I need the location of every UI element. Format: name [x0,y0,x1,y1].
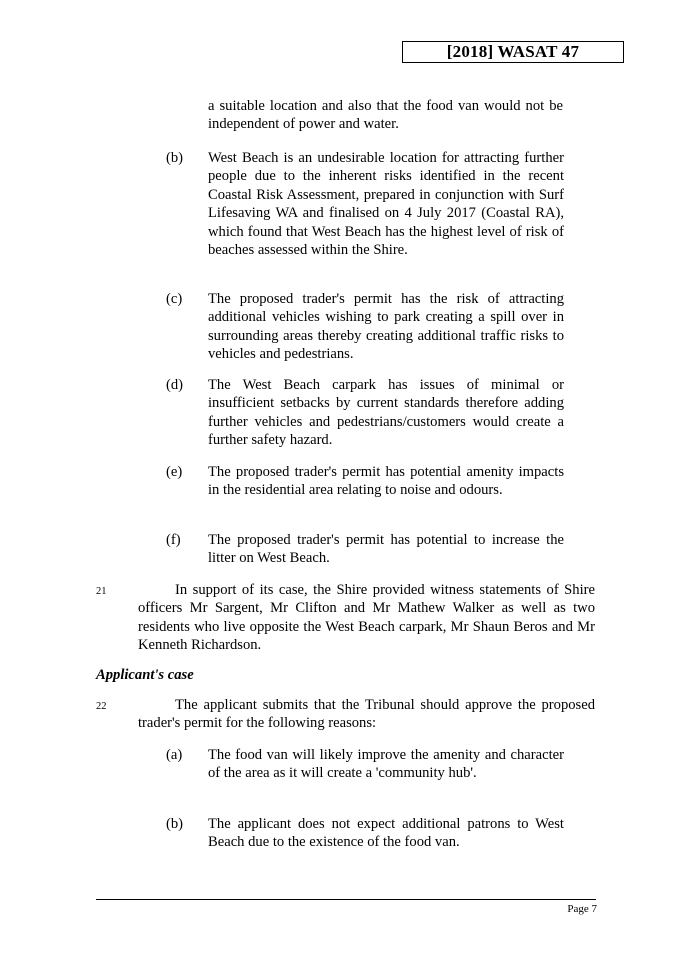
footer-divider [96,899,596,900]
list-item-text: The applicant does not expect additional patrons to West Beach due to the existence of the food van. [208,816,564,851]
list-item-label: (e) [166,464,183,480]
paragraph-text: The applicant submits that the Tribunal should approve the proposed trader's permit for the following reasons: [138,697,595,732]
case-citation: [2018] WASAT 47 [402,41,624,63]
section-heading: Applicant's case [96,667,194,683]
paragraph-text: In support of its case, the Shire provided witness statements of Shire officers Mr Sargent, Mr Clifton and Mr Mathew Walker as well as two residents who live opposite the West Beach carpark, Mr Shaun Beros and Mr Kenneth Richardson. [138,582,595,654]
list-item [166,376,564,450]
list-item-text: The proposed trader's permit has potential to increase the litter on West Beach. [208,532,564,567]
list-item-text: The West Beach carpark has issues of minimal or insufficient setbacks by current standards therefore adding further vehicles and pedestrians/customers would create a further safety hazard. [208,377,564,449]
list-item-label: (d) [166,377,184,393]
page-number: Page 7 [567,903,597,915]
list-item-label: (b) [166,150,184,166]
paragraph-number: 21 [96,586,107,597]
list-item-label: (c) [166,291,183,307]
list-item-text: The proposed trader's permit has the risk of attracting additional vehicles wishing to park creating a spill over in surrounding areas thereby creating additional traffic risks to vehicles and pedestrians. [208,291,564,363]
list-item-text: The proposed trader's permit has potential amenity impacts in the residential area relating to noise and odours. [208,464,564,499]
continued-paragraph-text: a suitable location and also that the food van would not be independent of power and water. [208,98,563,133]
list-item-label: (a) [166,747,183,763]
list-item-label: (b) [166,816,184,832]
list-item [166,463,564,500]
list-item [166,746,564,783]
list-item [166,290,564,364]
list-item [166,815,564,852]
list-item-label: (f) [166,532,181,548]
list-item-text: The food van will likely improve the amenity and character of the area as it will create a 'community hub'. [208,747,564,782]
list-item-text: West Beach is an undesirable location for attracting further people due to the inherent risks identified in the recent Coastal Risk Assessment, prepared in conjunction with Surf Lifesaving WA and finalised on 4 July 2017 (Coastal RA), which found that West Beach has the highest level of risk of beaches assessed within the Shire. [208,150,564,259]
list-item [166,531,564,568]
paragraph-number: 22 [96,701,107,712]
list-item [166,149,564,259]
